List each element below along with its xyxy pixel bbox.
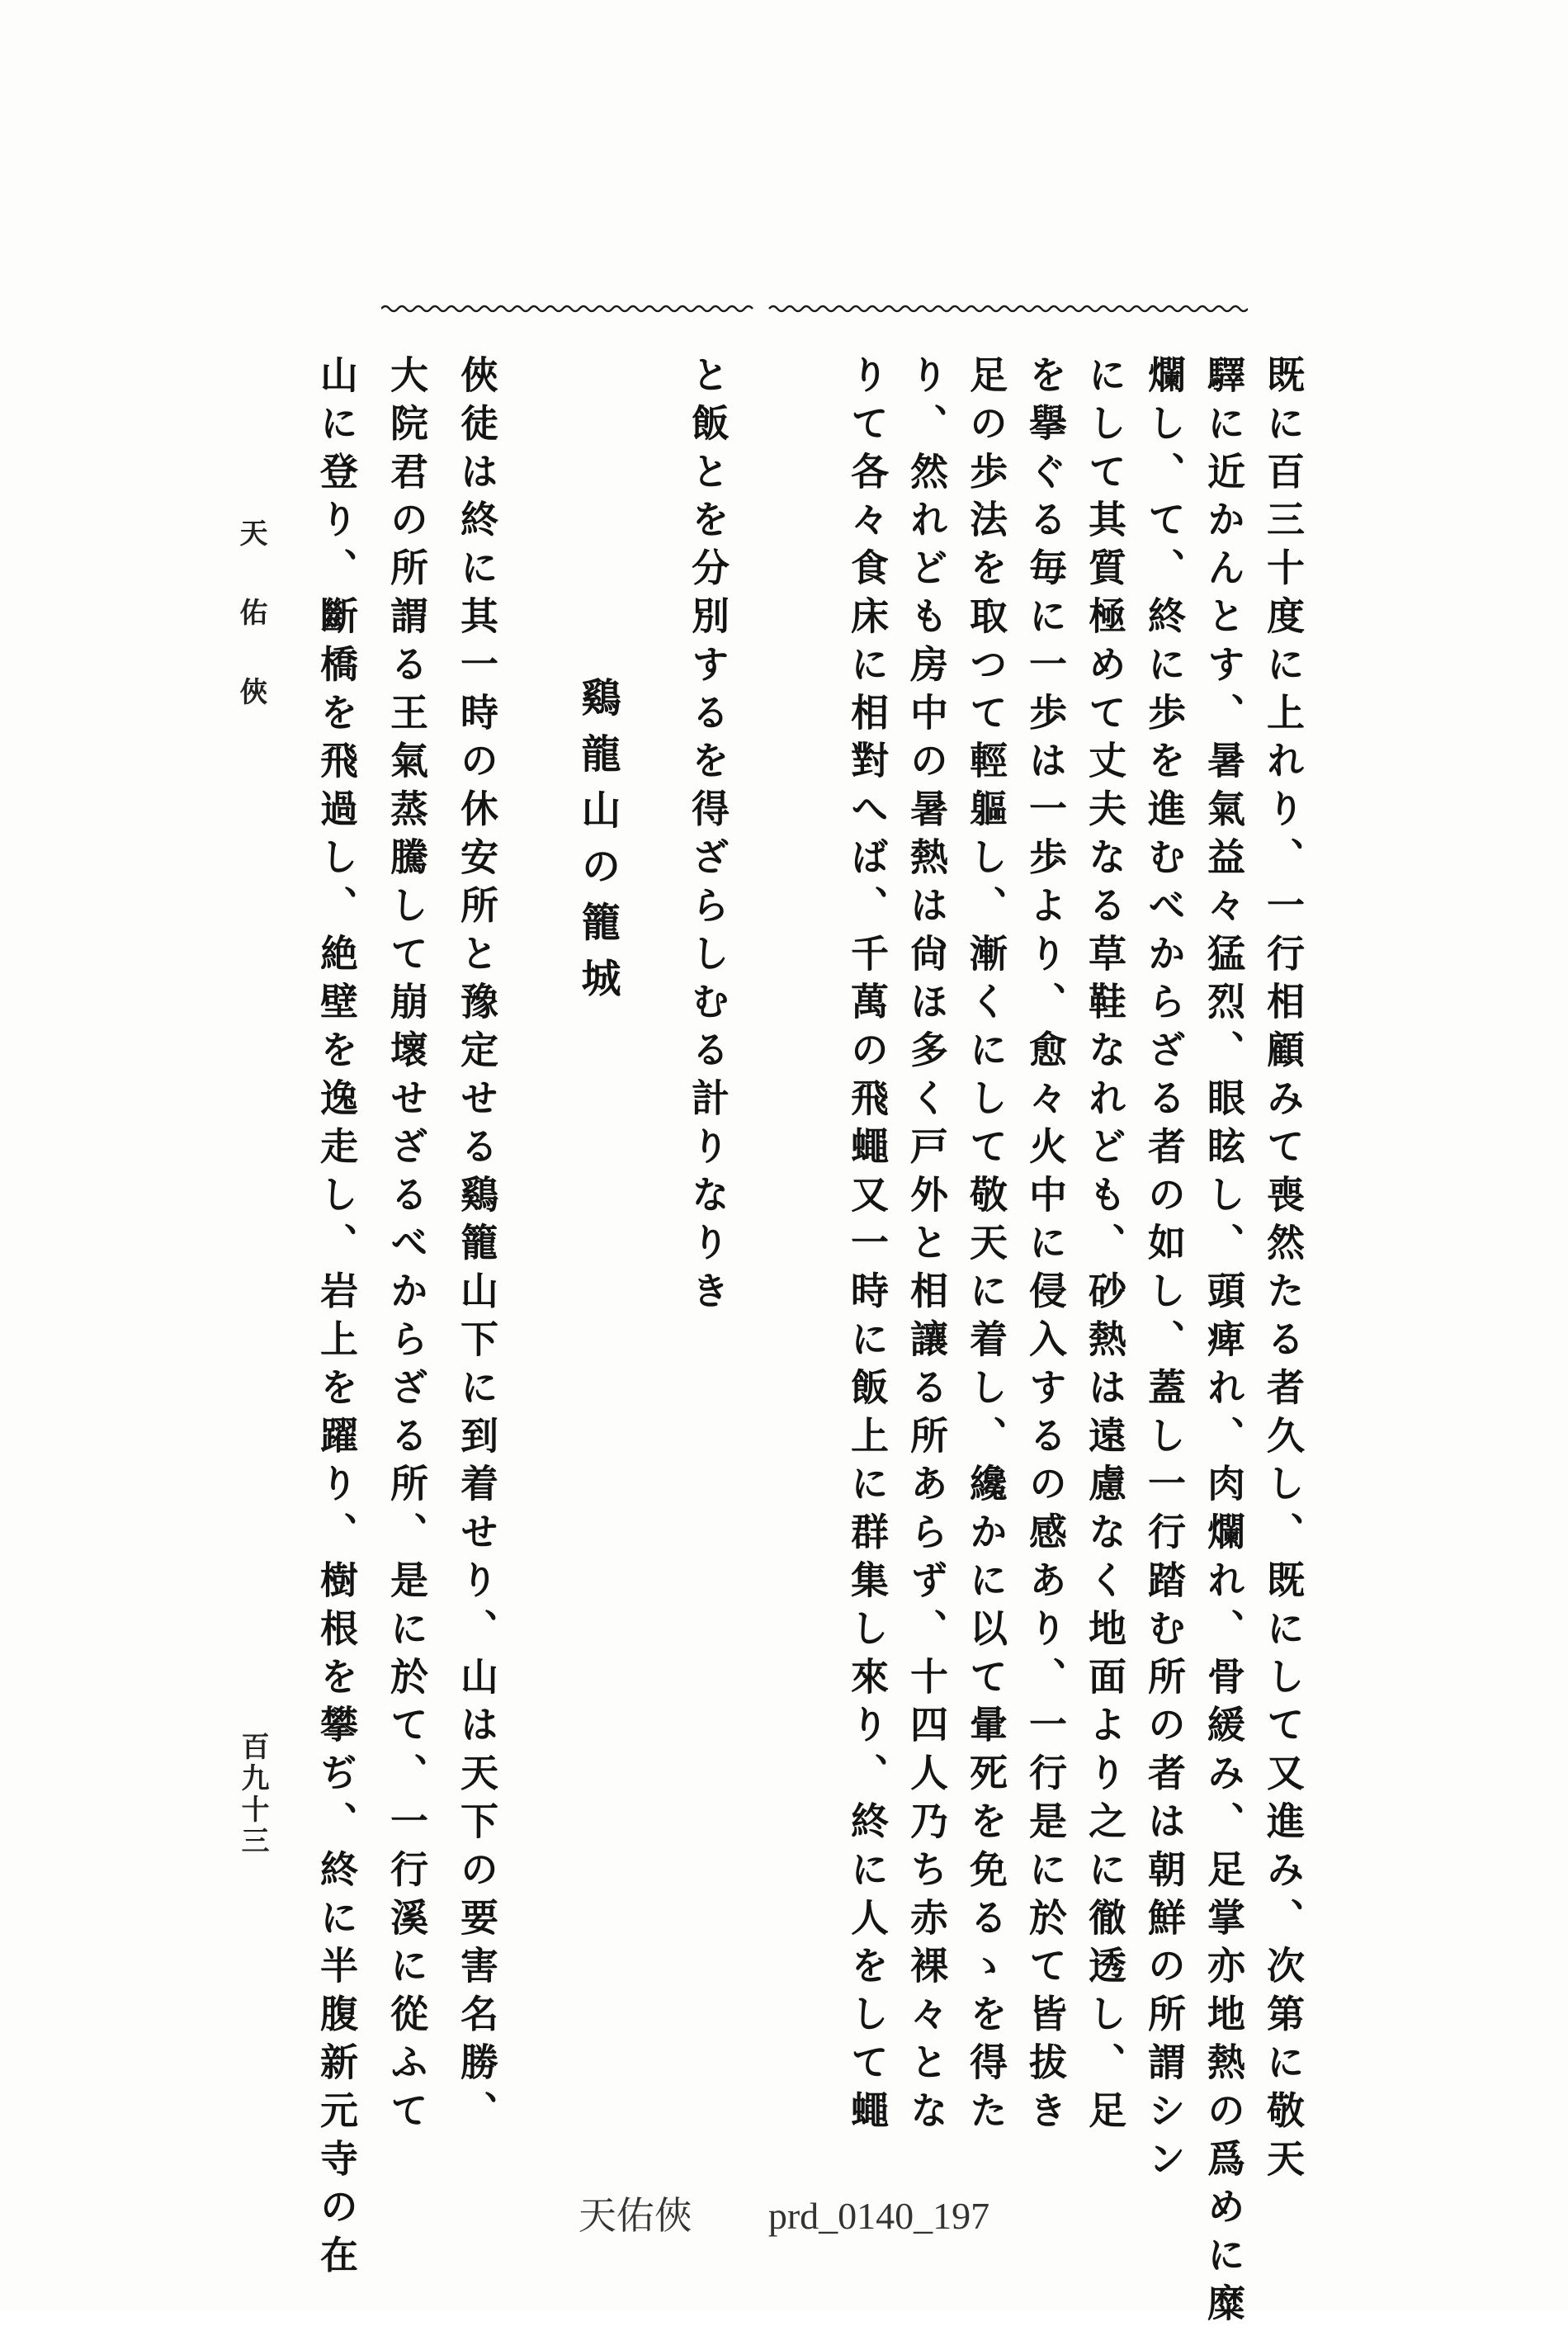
running-head: 天佑俠 [234, 518, 267, 756]
page-number: 百九十三 [236, 1732, 269, 1857]
body-column: 既に百三十度に上れり、一行相顧みて喪然たる者久し、既にして又進み、次第に敬天 [1261, 355, 1306, 2187]
body-column: 足の歩法を取つて輕軀し、漸くにして敬天に着し、纔かに以て暈死を免るゝを得た [964, 355, 1008, 2139]
footer-caption: 天佑俠 prd_0140_197 [578, 2195, 990, 2237]
body-column: を擧ぐる毎に一歩は一歩より、愈々火中に侵入するの感あり、一行是に於て皆拔き [1023, 355, 1068, 2139]
section-column: 山に登り、斷橋を飛過し、絶壁を逸走し、岩上を躍り、樹根を攀ぢ、終に半腹新元寺の在 [314, 355, 359, 2283]
section-column: 俠徒は終に其一時の休安所と豫定せる鷄籠山下に到着せり、山は天下の要害名勝、 [455, 355, 499, 2139]
body-column: り、然れども房中の暑熱は尙ほ多く戸外と相讓る所あらず、十四人乃ち赤裸々とな [904, 355, 949, 2139]
body-column: 爛し、て、終に歩を進むべからざる者の如し、蓋し一行踏む所の者は朝鮮の所謂シン [1142, 355, 1187, 2187]
section-column: 大院君の所謂る王氣蒸騰して崩壞せざるべからざる所、是に於て、一行溪に從ふて [385, 355, 429, 2139]
body-column: りて各々食床に相對へば、千萬の飛蠅又一時に飯上に群集し來り、終に人をして蠅 [845, 355, 890, 2139]
section-heading: 鷄龍山の籠城 [574, 677, 621, 1014]
body-column: 驛に近かんとす、暑氣益々猛烈、眼眩し、頭痺れ、肉爛れ、骨緩み、足掌亦地熱の爲めに糜 [1202, 355, 1246, 2331]
body-column: にして其質極めて丈夫なる草鞋なれども、砂熱は遠慮なく地面より之に徹透し、足 [1083, 355, 1127, 2139]
body-column: と飯とを分別するを得ざらしむる計りなりき [686, 355, 730, 1319]
ornamental-wavy-rule [381, 299, 1248, 324]
